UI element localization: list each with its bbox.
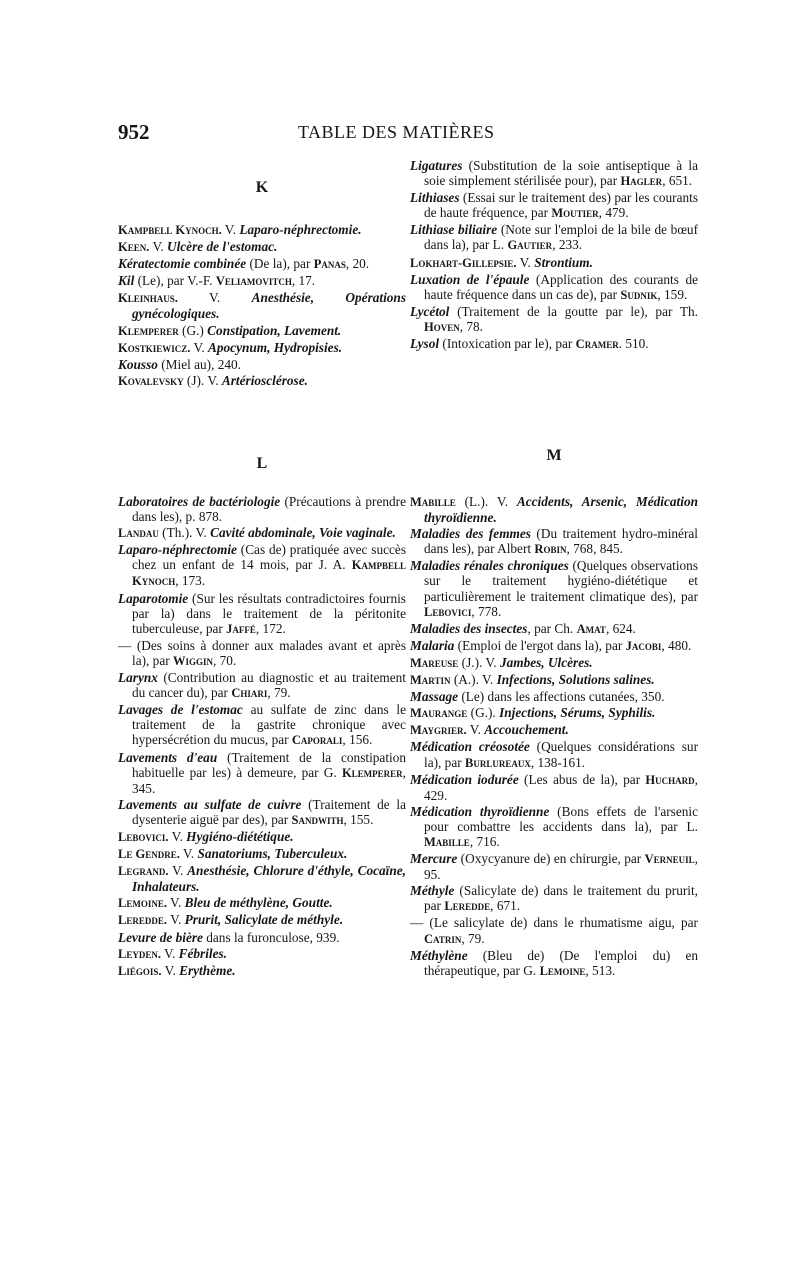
page-number: 952 xyxy=(118,120,150,144)
running-title: TABLE DES MATIÈRES xyxy=(298,122,495,142)
index-entry: Maygrier. V. Accouchement. xyxy=(410,722,569,738)
index-entries-m xyxy=(410,494,698,979)
index-entry: Leyden. V. Fébriles. xyxy=(118,945,227,961)
section-letter-l: L xyxy=(256,455,268,472)
index-entries-l xyxy=(118,494,406,979)
index-entry: Laboratoires de bactériologie (Précautions à prendre dans les), p. 878. xyxy=(118,494,406,525)
index-entry: Laparotomie (Sur les résultats contradictoires fournis par la) dans le traitement de la péritonite tuberculeuse, par Jaffé, 172. xyxy=(118,590,406,636)
index-entry: Lithiases (Essai sur le traitement des) par les courants de haute fréquence, par Moutier, 479. xyxy=(410,190,698,221)
index-entry: Levure de bière dans la furonculose, 939. xyxy=(118,929,340,945)
index-entry: Le Gendre. V. Sanatoriums, Tuberculeux. xyxy=(118,846,348,862)
index-entry: — (Des soins à donner aux malades avant et après la), par Wiggin, 70. xyxy=(118,637,406,668)
index-entry: Lavages de l'estomac au sulfate de zinc dans le traitement de la gastrite chronique avec hypersécrétion du mucus, par Caporali, 156. xyxy=(118,702,406,748)
index-entry: Maladies rénales chroniques (Quelques observations sur le traitement hygiéno-diététique et particulièrement le traitement climatique des), par Lebovici, 778. xyxy=(410,558,698,619)
index-entry: Maladies des femmes (Du traitement hydro-minéral dans les), par Albert Robin, 768, 845. xyxy=(410,526,698,557)
index-entry: Maladies des insectes, par Ch. Amat, 624. xyxy=(410,620,636,636)
index-entry: Lokhart-Gillepsie. V. Strontium. xyxy=(410,254,593,270)
index-entry: Kampbell Kynoch. V. Laparo-néphrectomie. xyxy=(118,222,362,237)
index-entry: Landau (Th.). V. Cavité abdominale, Voie vaginale. xyxy=(118,525,396,541)
index-entry: Maurange (G.). Injections, Sérums, Syphilis. xyxy=(410,705,656,721)
index-entry: Lemoine. V. Bleu de méthylène, Goutte. xyxy=(118,895,333,911)
index-entry: Méthylène (Bleu de) (De l'emploi du) en thérapeutique, par G. Lemoine, 513. xyxy=(410,947,698,978)
index-entry: Lycétol (Traitement de la goutte par le), par Th. Hoven, 78. xyxy=(410,303,698,334)
index-entry: Kostkiewicz. V. Apocynum, Hydropisies. xyxy=(118,339,343,355)
section-l-continued xyxy=(410,158,698,353)
index-entry: Lavements d'eau (Traitement de la constipation habituelle par les) à demeure, par G. Klemperer, 345. xyxy=(118,749,406,796)
index-entry: Legrand. V. Anesthésie, Chlorure d'éthyle, Cocaïne, Inhalateurs. xyxy=(118,863,406,895)
index-entry: Mabille (L.). V. Accidents, Arsenic, Médication thyroïdienne. xyxy=(410,494,698,526)
section-l xyxy=(118,454,406,980)
index-entry: Kératectomie combinée (De la), par Panas, 20. xyxy=(118,256,370,272)
index-entry: Lithiase biliaire (Note sur l'emploi de la bile de bœuf dans la), par L. Gautier, 233. xyxy=(410,222,698,253)
index-entry: Lebovici. V. Hygiéno-diététique. xyxy=(118,828,294,844)
index-entry: Keen. V. Ulcère de l'estomac. xyxy=(118,239,278,255)
index-entry: Laparo-néphrectomie (Cas de) pratiquée avec succès chez un enfant de 14 mois, par J. A. Kampbell Kynoch, 173. xyxy=(118,542,406,589)
index-entry: — (Le salicylate de) dans le rhumatisme aigu, par Catrin, 79. xyxy=(410,915,698,946)
index-entry: Massage (Le) dans les affections cutanées, 350. xyxy=(410,689,665,705)
page-header xyxy=(118,120,698,146)
index-entry: Médication thyroïdienne (Bons effets de l'arsenic pour combattre les accidents dans la), par L. Mabille, 716. xyxy=(410,803,698,849)
index-entry: Médication iodurée (Les abus de la), par Huchard, 429. xyxy=(410,771,698,803)
index-entry: Martin (A.). V. Infections, Solutions salines. xyxy=(410,672,655,688)
index-entry: Ligatures (Substitution de la soie antiseptique à la soie simplement stérilisée pour), par Hagler, 651. xyxy=(410,158,698,189)
index-entry: Lavements au sulfate de cuivre (Traitement de la dysenterie aiguë par des), par Sandwith, 155. xyxy=(118,796,406,827)
index-entry: Médication créosotée (Quelques considérations sur la), par Burlureaux, 138-161. xyxy=(410,739,698,770)
index-entry: Kil (Le), par V.-F. Veliamovitch, 17. xyxy=(118,273,316,289)
index-entries-l-continued xyxy=(410,158,698,352)
section-k xyxy=(118,178,406,390)
section-letter-k: K xyxy=(255,179,269,196)
index-entry: Méthyle (Salicylate de) dans le traitement du prurit, par Leredde, 671. xyxy=(410,883,698,914)
index-entry: Mareuse (J.). V. Jambes, Ulcères. xyxy=(410,654,593,670)
index-entry: Malaria (Emploi de l'ergot dans la), par Jacobi, 480. xyxy=(410,637,692,653)
index-entry: Kousso (Miel au), 240. xyxy=(118,356,242,372)
index-entry: Kovalevsky (J). V. Artériosclérose. xyxy=(118,372,308,388)
index-entry: Luxation de l'épaule (Application des courants de haute fréquence dans un cas de), par Sudnik, 159. xyxy=(410,271,698,302)
section-m xyxy=(410,446,698,980)
index-entry: Larynx (Contribution au diagnostic et au traitement du cancer du), par Chiari, 79. xyxy=(118,670,406,701)
section-letter-m: M xyxy=(546,447,562,464)
index-entry: Liégois. V. Erythème. xyxy=(118,962,236,978)
index-entries-k xyxy=(118,222,406,389)
index-entry: Leredde. V. Prurit, Salicylate de méthyle. xyxy=(118,912,344,928)
index-entry: Kleinhaus. V. Anesthésie, Opérations gynécologiques. xyxy=(118,290,406,322)
index-entry: Lysol (Intoxication par le), par Cramer. 510. xyxy=(410,336,649,352)
index-entry: Klemperer (G.) Constipation, Lavement. xyxy=(118,322,342,338)
index-entry: Mercure (Oxycyanure de) en chirurgie, par Verneuil, 95. xyxy=(410,851,698,883)
